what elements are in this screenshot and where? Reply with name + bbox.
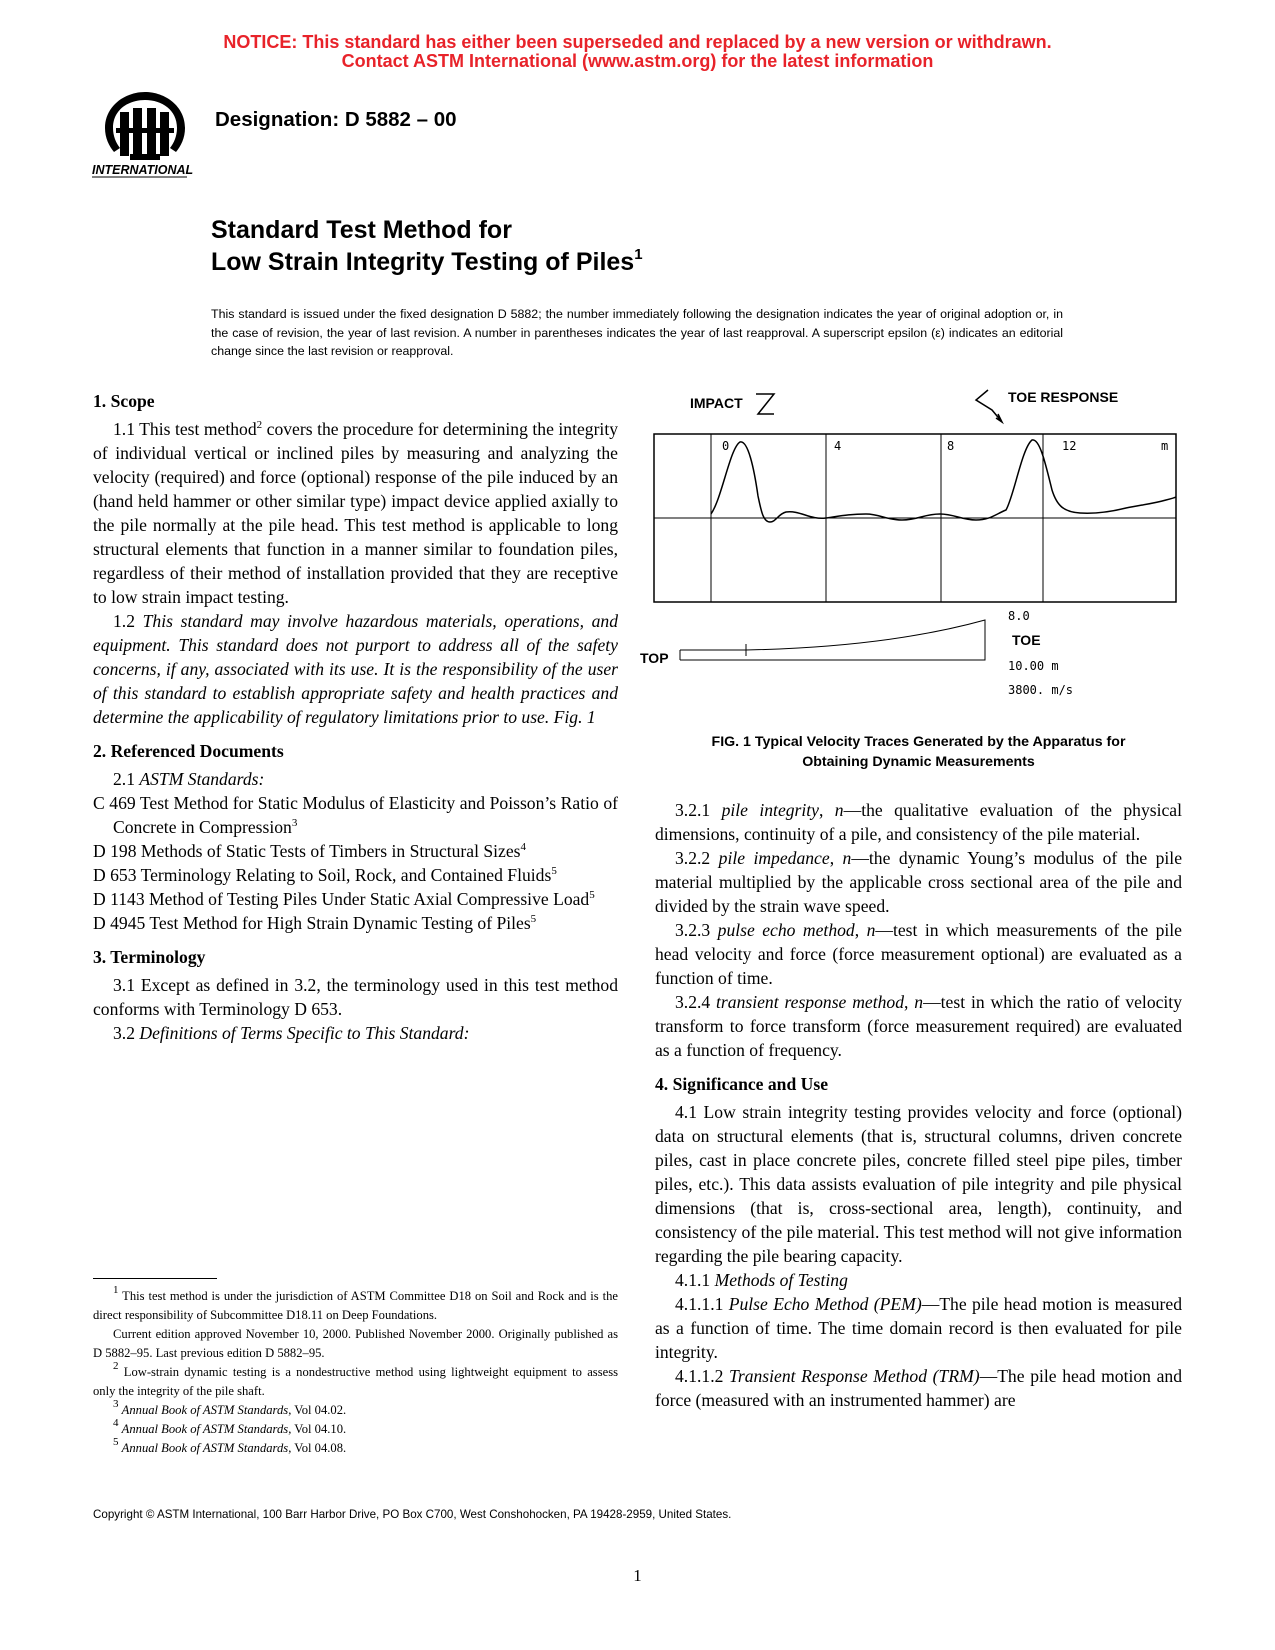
toe-response-label: TOE RESPONSE: [1008, 389, 1119, 405]
toe-response-arrow-icon: [976, 390, 1002, 422]
significance-4-1: 4.1 Low strain integrity testing provides velocity and force (optional) data on structural elements (that is, structural columns, driven concrete piles, cast in place concrete piles, concrete filled steel pipe piles, timber piles, etc.). This data assists evaluation of pile integrity and pile physical dimensions (that is, cross-sectional area, length), continuity, and consistency of the pile material. This test method will not give information regarding the pile bearing capacity.: [655, 1102, 1182, 1266]
tick-4: 4: [834, 439, 842, 453]
figure-caption: FIG. 1 Typical Velocity Traces Generated by the Apparatus for Obtaining Dynamic Measurements: [711, 734, 1126, 770]
definition-3-2-1: 3.2.1 pile integrity, n—the qualitative evaluation of the physical dimensions, continuity of a pile, and consistency of the pile material.: [655, 800, 1182, 844]
definition-3-2-4: 3.2.4 transient response method, n—test in which the ratio of velocity transform to force transform (force measurement required) are evaluated as a function of frequency.: [655, 992, 1182, 1060]
tick-12: 12: [1062, 439, 1077, 453]
impact-label: IMPACT: [690, 395, 743, 411]
footnotes: [93, 1284, 618, 1458]
velocity-trace: [711, 440, 1176, 522]
footnote-rule: [93, 1278, 217, 1279]
scope-heading: 1. Scope: [93, 391, 155, 411]
reference-item: D 653 Terminology Relating to Soil, Rock, and Contained Fluids$^5$: [93, 865, 557, 885]
left-column: [93, 389, 618, 1045]
withdrawal-notice: [0, 33, 1275, 71]
notice-line-2: Contact ASTM International (www.astm.org) for the latest information: [341, 51, 934, 71]
footnote-1: $^1$ This test method is under the jurisdiction of ASTM Committee D18 on Soil and Rock and is the direct responsibility of Subcommittee D18.11 on Deep Foundations.: [93, 1284, 618, 1322]
pile-profile: [680, 620, 985, 660]
terminology-3-1: 3.1 Except as defined in 3.2, the terminology used in this test method conforms with Terminology D 653.: [93, 975, 618, 1019]
designation: Designation: D 5882 – 00: [215, 108, 457, 131]
impact-arrow-icon: [756, 394, 774, 414]
right-column: [655, 798, 1182, 1412]
significance-4-1-1-1: 4.1.1.1 Pulse Echo Method (PEM)—The pile head motion is measured as a function of time. The time domain record is then evaluated for pile integrity.: [655, 1294, 1183, 1362]
copyright: Copyright © ASTM International, 100 Barr Harbor Drive, PO Box C700, West Conshohocken, PA 19428-2959, United States.: [93, 1508, 732, 1521]
astm-logo: [90, 88, 200, 180]
logo-text: INTERNATIONAL: [92, 163, 194, 177]
depth-unit: m: [1161, 439, 1169, 453]
definition-3-2-3: 3.2.3 pulse echo method, n—test in which measurements of the pile head velocity and force (force measurement optional) are evaluated as a function of time.: [655, 920, 1182, 988]
reference-item: D 4945 Test Method for High Strain Dynamic Testing of Piles$^5$: [93, 913, 537, 933]
title-line-1: Standard Test Method for: [211, 216, 512, 244]
page-number: 1: [633, 1566, 642, 1585]
top-label: TOP: [640, 650, 669, 666]
gain-value: 8.0: [1008, 609, 1030, 623]
velocity-trace-figure: [640, 388, 1200, 733]
notice-line-1: NOTICE: This standard has either been superseded and replaced by a new version or withdrawn.: [223, 32, 1052, 52]
astm-logo-icon: [90, 88, 200, 180]
reference-item: C 469 Test Method for Static Modulus of Elasticity and Poisson’s Ratio of Concrete in Compression$^3$: [93, 793, 618, 837]
issued-note: This standard is issued under the fixed designation D 5882; the number immediately following the designation indicates the year of original adoption or, in the case of revision, the year of last revision. A number in parentheses indicates the year of last reapproval. A superscript epsilon (ε) indicates an editorial change since the last revision or reapproval.: [211, 307, 1063, 358]
footnote-2: $^2$ Low-strain dynamic testing is a nondestructive method using lightweight equipment to assess only the integrity of the pile shaft.: [93, 1360, 618, 1398]
title-line-2: Low Strain Integrity Testing of Piles$^1$: [211, 246, 643, 276]
significance-4-1-1-2: 4.1.1.2 Transient Response Method (TRM)—The pile head motion and force (measured with an instrumented hammer) are: [655, 1366, 1183, 1410]
footnote-1-edition: Current edition approved November 10, 2000. Published November 2000. Originally published as D 5882–95. Last previous edition D 5882–95.: [93, 1327, 618, 1360]
tick-0: 0: [722, 439, 730, 453]
reference-item: D 198 Methods of Static Tests of Timbers in Structural Sizes$^4$: [93, 841, 527, 861]
terminology-3-2: 3.2 Definitions of Terms Specific to This Standard:: [113, 1023, 470, 1043]
reference-item: D 1143 Method of Testing Piles Under Static Axial Compressive Load$^5$: [93, 889, 595, 909]
significance-heading: 4. Significance and Use: [655, 1074, 829, 1094]
figure-1: [640, 388, 1200, 733]
footnote-3: $^3$ Annual Book of ASTM Standards, Vol 04.02.: [113, 1398, 347, 1417]
references-heading: 2. Referenced Documents: [93, 741, 284, 761]
footnote-4: $^4$ Annual Book of ASTM Standards, Vol 04.10.: [113, 1417, 347, 1436]
scope-1-1: 1.1 This test method$^2$ covers the procedure for determining the integrity of individual vertical or inclined piles by measuring and analyzing the velocity (required) and force (optional) response of the pile induced by an (hand held hammer or other similar type) impact device applied axially to the pile normally at the pile head. This test method is applicable to long structural elements that function in a manner similar to foundation piles, regardless of their method of installation provided that they are receptive to low strain impact testing.: [93, 419, 618, 607]
terminology-heading: 3. Terminology: [93, 947, 206, 967]
definition-3-2-2: 3.2.2 pile impedance, n—the dynamic Young’s modulus of the pile material multiplied by the applicable cross sectional area of the pile and divided by the strain wave speed.: [655, 848, 1183, 916]
toe-label: TOE: [1012, 632, 1041, 648]
footnote-5: $^5$ Annual Book of ASTM Standards, Vol 04.08.: [113, 1436, 347, 1455]
page-title: [211, 214, 643, 278]
scope-1-2: 1.2 This standard may involve hazardous materials, operations, and equipment. This standard does not purport to address all of the safety concerns, if any, associated with its use. It is the responsibility of the user of this standard to establish appropriate safety and health practices and determine the applicability of regulatory limitations prior to use. Fig. 1: [93, 611, 619, 727]
significance-4-1-1: 4.1.1 Methods of Testing: [675, 1270, 848, 1290]
references-2-1: 2.1 ASTM Standards:: [113, 769, 265, 789]
tick-8: 8: [947, 439, 955, 453]
pile-length: 10.00 m: [1008, 659, 1059, 673]
title-footnote-mark: 1: [634, 246, 643, 263]
wave-speed: 3800. m/s: [1008, 683, 1074, 697]
